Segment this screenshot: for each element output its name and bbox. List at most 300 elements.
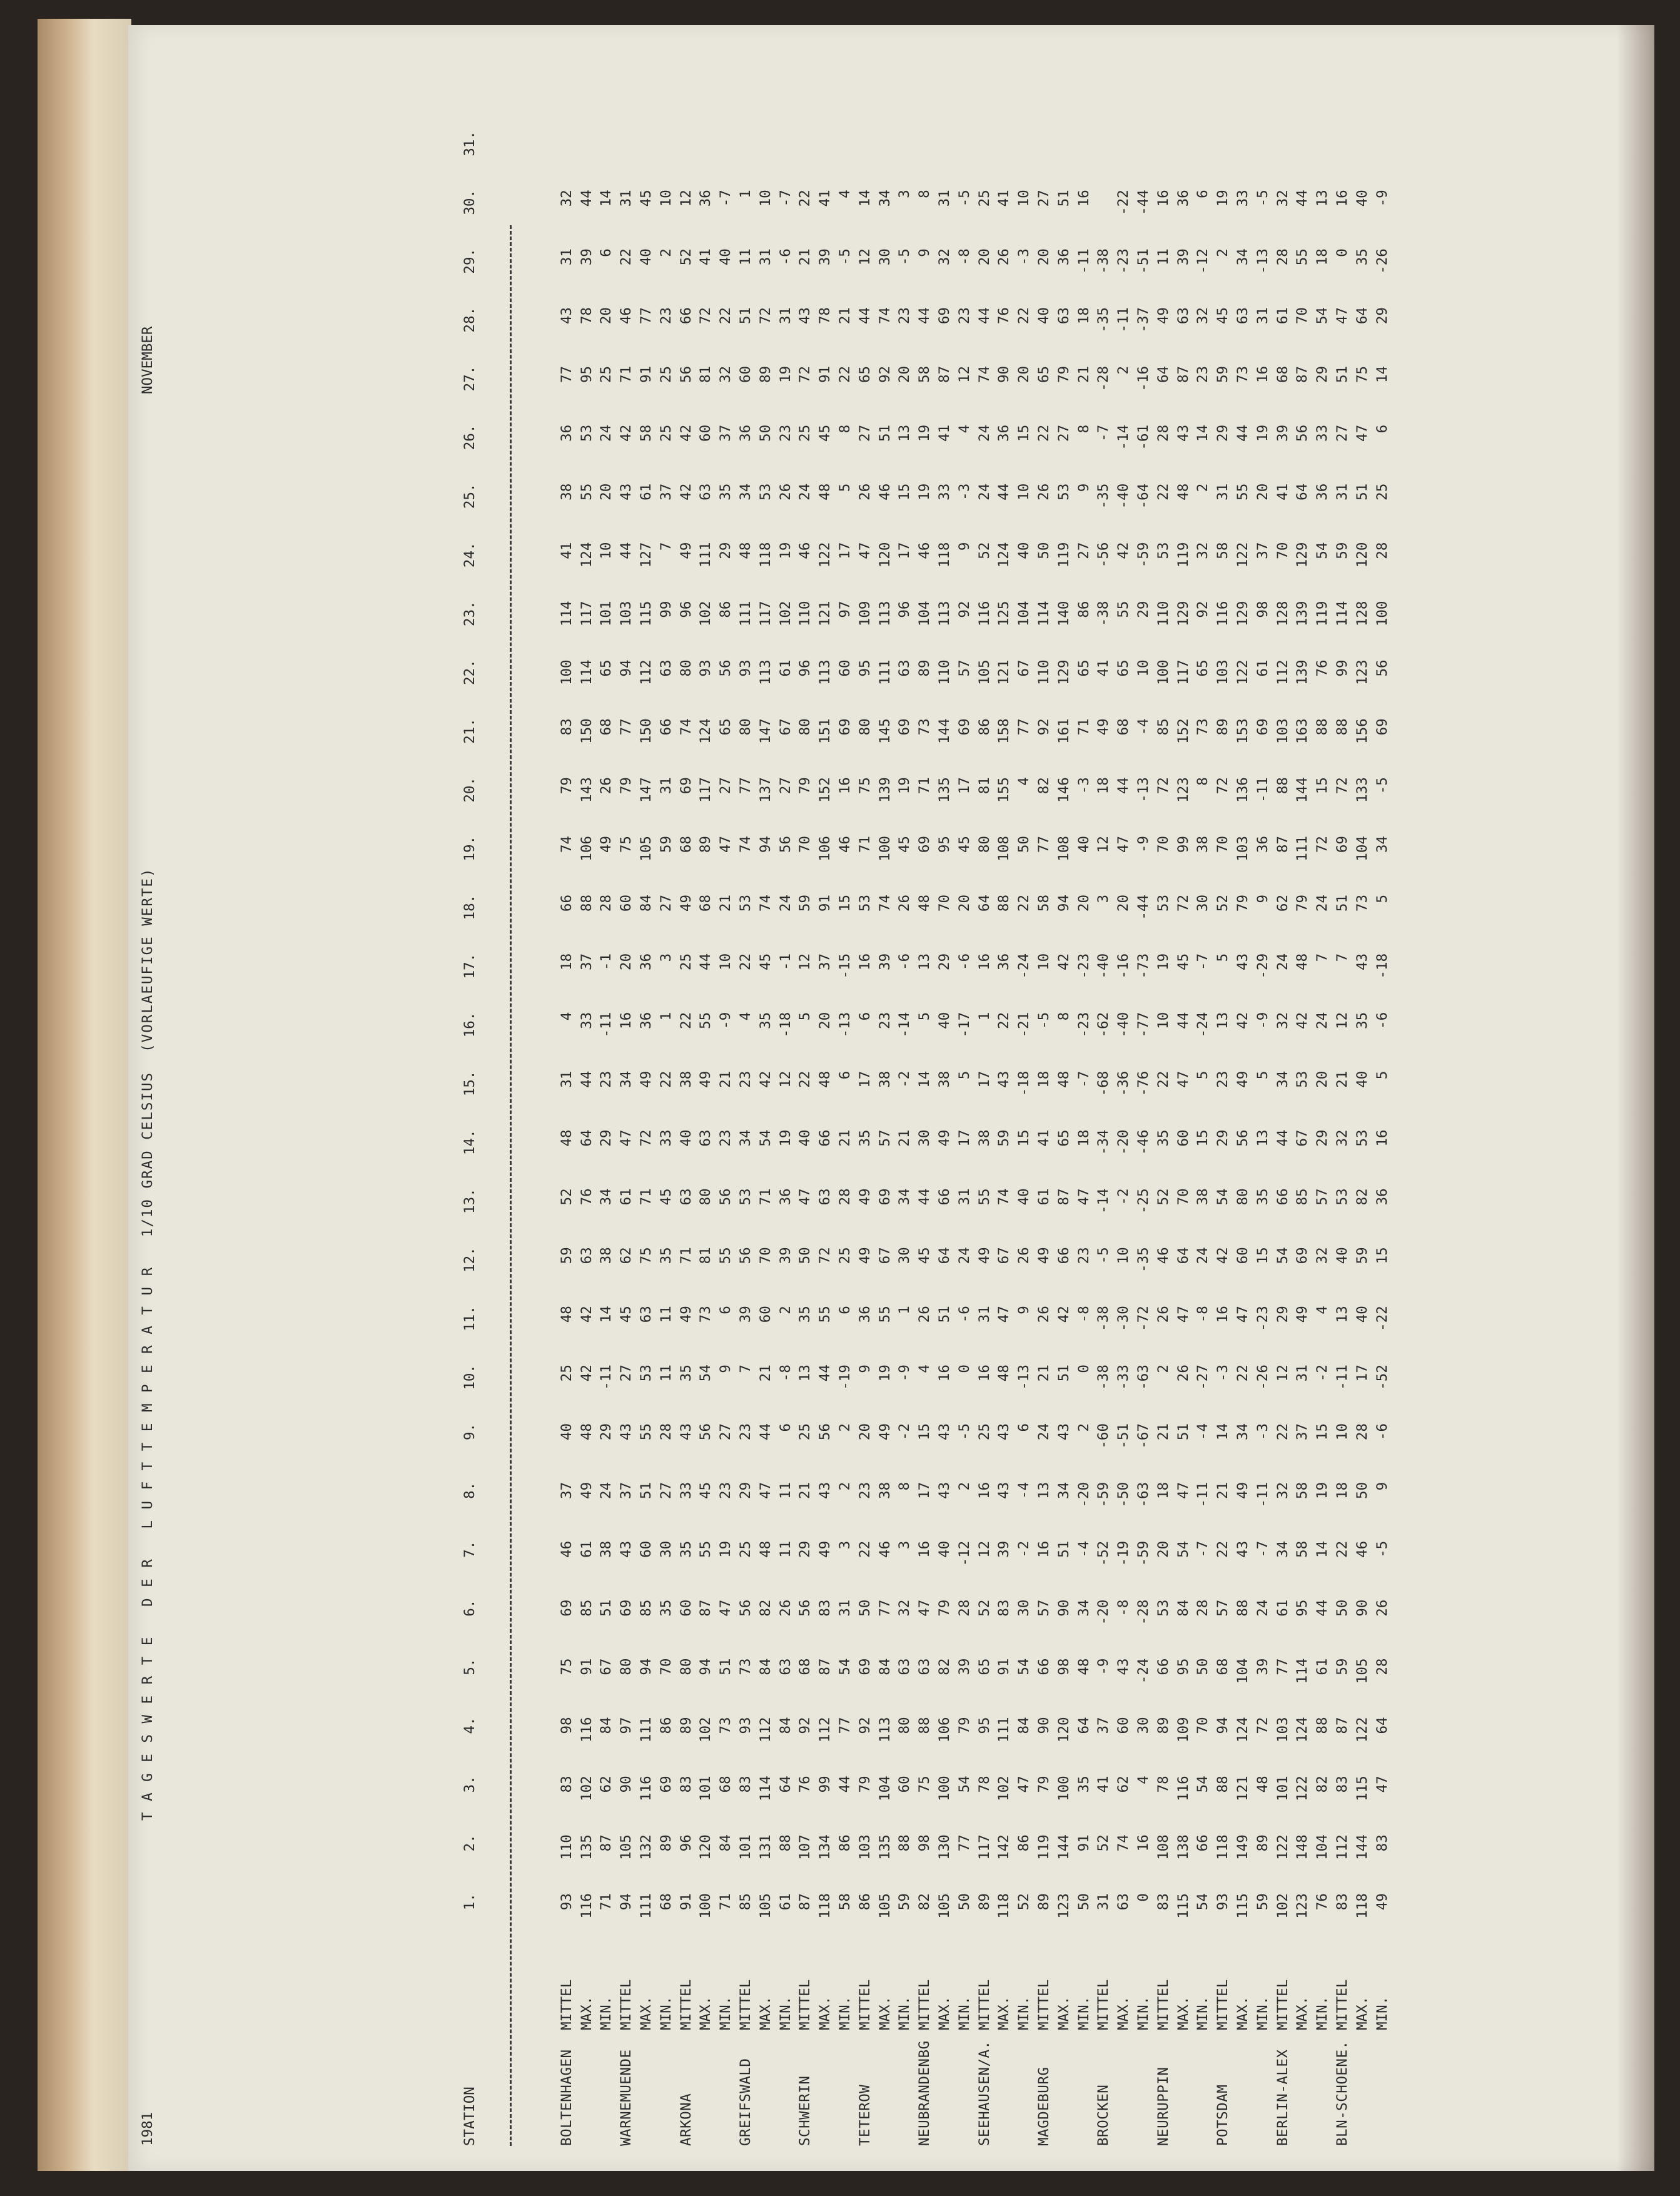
- temperature-cell: -5: [956, 1423, 973, 1441]
- temperature-cell: 51: [1175, 1423, 1192, 1441]
- temperature-cell: -3: [1075, 777, 1092, 795]
- temperature-cell: 55: [1294, 248, 1311, 266]
- temperature-cell: 63: [1234, 307, 1251, 325]
- temperature-cell: -40: [1115, 483, 1132, 509]
- temperature-cell: 26: [1016, 1247, 1033, 1264]
- temperature-cell: 87: [817, 1658, 834, 1675]
- temperature-cell: 41: [996, 190, 1013, 207]
- temperature-cell: 89: [1254, 1834, 1271, 1852]
- temperature-cell: 26: [896, 894, 913, 912]
- temperature-cell: 26: [1036, 1306, 1053, 1323]
- table-row: [875, 131, 895, 2146]
- temperature-cell: 42: [578, 1306, 595, 1323]
- temperature-cell: 46: [1354, 1540, 1370, 1558]
- temperature-cell: 98: [1055, 1658, 1072, 1675]
- temperature-cell: 19: [777, 542, 794, 559]
- temperature-cell: 31: [1215, 483, 1232, 501]
- temperature-cell: 9: [717, 1365, 734, 1373]
- temperature-cell: 73: [1195, 718, 1212, 736]
- temperature-cell: 49: [578, 1482, 595, 1499]
- temperature-cell: 38: [1195, 836, 1212, 853]
- temperature-cell: 11: [657, 1306, 674, 1323]
- temperature-cell: 5: [1215, 953, 1232, 962]
- temperature-cell: 28: [956, 1599, 973, 1617]
- temperature-cell: 74: [1115, 1834, 1132, 1852]
- temperature-cell: 23: [737, 1070, 754, 1088]
- temperature-cell: 68: [717, 1776, 734, 1793]
- table-row: [577, 131, 597, 2146]
- temperature-cell: 124: [697, 718, 714, 744]
- temperature-cell: [1094, 190, 1114, 248]
- temperature-cell: 51: [1055, 1540, 1072, 1558]
- table-row: [1213, 131, 1233, 2146]
- temperature-cell: 41: [817, 190, 834, 207]
- temperature-cell: 125: [996, 601, 1013, 627]
- temperature-cell: 69: [936, 307, 953, 325]
- temperature-cell: 112: [757, 1717, 774, 1743]
- temperature-cell: 158: [996, 718, 1013, 744]
- temperature-cell: 14: [598, 190, 615, 207]
- temperature-cell: 14: [1314, 1540, 1331, 1558]
- temperature-cell: 39: [578, 248, 595, 266]
- temperature-cell: 49: [876, 1423, 893, 1441]
- temperature-cell: 15: [837, 894, 854, 912]
- temperature-cell: 110: [936, 659, 953, 686]
- temperature-cell: 39: [1254, 1658, 1271, 1675]
- temperature-cell: 52: [976, 542, 993, 559]
- temperature-cell: 54: [1175, 1540, 1192, 1558]
- temperature-cell: 15: [916, 1423, 933, 1441]
- temperature-cell: 26: [777, 483, 794, 501]
- temperature-cell: -52: [1374, 1365, 1390, 1390]
- temperature-cell: 69: [1294, 1247, 1311, 1264]
- temperature-cell: 91: [638, 365, 655, 384]
- temperature-cell: -25: [1135, 1188, 1151, 1214]
- temperature-cell: 75: [638, 1247, 655, 1264]
- temperature-cell: 38: [677, 1070, 694, 1088]
- temperature-cell: 88: [916, 1717, 933, 1734]
- temperature-cell: 36: [638, 1012, 655, 1029]
- temperature-cell: 93: [558, 1893, 575, 1911]
- rotated-content: [128, 25, 1654, 2171]
- temperature-cell: 65: [1036, 365, 1053, 384]
- temperature-cell: 95: [936, 836, 953, 853]
- temperature-cell: 71: [1075, 718, 1092, 736]
- temperature-cell: 6: [1016, 1423, 1033, 1432]
- temperature-cell: -2: [1115, 1188, 1132, 1206]
- temperature-cell: 122: [1354, 1717, 1370, 1743]
- temperature-cell: 86: [1075, 601, 1092, 618]
- temperature-cell: 87: [1175, 365, 1192, 384]
- temperature-cell: -18: [777, 1012, 794, 1038]
- temperature-cell: 70: [1215, 836, 1232, 853]
- temperature-cell: 34: [1234, 248, 1251, 266]
- temperature-cell: 42: [1055, 953, 1072, 970]
- temperature-cell: -76: [1135, 1070, 1151, 1097]
- temperature-cell: 77: [638, 307, 655, 325]
- temperature-cell: 20: [976, 248, 993, 266]
- temperature-cell: 15: [1314, 1423, 1331, 1441]
- value-type: MAX.: [1175, 1996, 1192, 2030]
- temperature-cell: 5: [1374, 1070, 1390, 1080]
- temperature-cell: 103: [618, 601, 635, 627]
- station-name: [1173, 2030, 1193, 2146]
- temperature-cell: 31: [618, 190, 635, 207]
- temperature-cell: 104: [916, 601, 933, 627]
- temperature-cell: 44: [1274, 1129, 1291, 1147]
- temperature-cell: 24: [797, 483, 814, 501]
- station-name: BERLIN-ALEX: [1274, 2049, 1291, 2146]
- temperature-cell: 105: [876, 1893, 893, 1919]
- temperature-cell: 48: [817, 483, 834, 501]
- value-type: MIN.: [1314, 1996, 1331, 2030]
- temperature-cell: 82: [1314, 1776, 1331, 1793]
- temperature-cell: 46: [797, 542, 814, 559]
- temperature-cell: 69: [916, 836, 933, 853]
- temperature-cell: 88: [777, 1834, 794, 1852]
- temperature-cell: 38: [598, 1247, 615, 1264]
- temperature-cell: -22: [1374, 1306, 1390, 1331]
- temperature-cell: 95: [1294, 1599, 1311, 1617]
- temperature-cell: -50: [1115, 1482, 1132, 1508]
- day-header: 11.: [462, 1306, 478, 1331]
- temperature-cell: 94: [1215, 1717, 1232, 1734]
- table-row: [1372, 131, 1392, 2146]
- temperature-cell: 70: [1155, 836, 1171, 853]
- temperature-cell: [1113, 131, 1133, 190]
- temperature-cell: 23: [717, 1129, 734, 1147]
- temperature-cell: 21: [1155, 1423, 1171, 1441]
- temperature-cell: -11: [1195, 1482, 1212, 1508]
- temperature-cell: 23: [598, 1070, 615, 1088]
- temperature-cell: 47: [996, 1306, 1013, 1323]
- temperature-cell: -7: [777, 190, 794, 207]
- temperature-cell: 44: [916, 1188, 933, 1206]
- temperature-cell: 83: [1333, 1776, 1350, 1793]
- temperature-cell: 47: [717, 836, 734, 853]
- temperature-cell: 29: [1314, 365, 1331, 384]
- temperature-cell: 35: [1354, 1012, 1370, 1029]
- temperature-cell: 18: [1036, 1070, 1053, 1088]
- temperature-cell: 92: [1195, 601, 1212, 618]
- temperature-cell: 117: [757, 601, 774, 627]
- temperature-cell: 43: [817, 1482, 834, 1499]
- temperature-cell: 18: [1075, 1129, 1092, 1147]
- temperature-cell: 42: [1115, 542, 1132, 559]
- temperature-cell: 16: [618, 1012, 635, 1029]
- temperature-cell: 84: [1016, 1717, 1033, 1734]
- temperature-cell: 88: [1314, 718, 1331, 736]
- temperature-cell: -19: [837, 1365, 854, 1390]
- value-type: MAX.: [1234, 1996, 1251, 2030]
- temperature-cell: -6: [777, 248, 794, 266]
- temperature-cell: 22: [1016, 307, 1033, 325]
- temperature-cell: 38: [558, 483, 575, 501]
- temperature-cell: 46: [1155, 1247, 1171, 1264]
- temperature-cell: 45: [916, 1247, 933, 1264]
- temperature-cell: [1054, 131, 1074, 190]
- temperature-cell: 2: [1115, 365, 1132, 375]
- temperature-cell: 45: [618, 1306, 635, 1323]
- temperature-cell: 10: [1016, 190, 1033, 207]
- temperature-cell: 73: [1354, 894, 1370, 912]
- table-row: [1273, 131, 1293, 2146]
- temperature-cell: [1332, 131, 1352, 190]
- temperature-cell: 36: [1374, 1188, 1390, 1206]
- temperature-cell: 116: [1175, 1776, 1192, 1801]
- temperature-cell: 50: [1195, 1658, 1212, 1675]
- temperature-cell: 27: [657, 1482, 674, 1499]
- temperature-cell: 40: [1016, 1188, 1033, 1206]
- temperature-cell: 43: [1354, 953, 1370, 970]
- temperature-cell: 43: [996, 1482, 1013, 1499]
- temperature-cell: 38: [976, 1129, 993, 1147]
- temperature-cell: [855, 131, 875, 190]
- temperature-cell: 47: [916, 1599, 933, 1617]
- temperature-cell: -30: [1115, 1306, 1132, 1331]
- temperature-cell: 70: [657, 1658, 674, 1675]
- temperature-cell: 100: [936, 1776, 953, 1801]
- temperature-cell: 88: [1215, 1776, 1232, 1793]
- temperature-cell: [756, 131, 776, 190]
- temperature-cell: 118: [1215, 1834, 1232, 1860]
- temperature-cell: 64: [1374, 1717, 1390, 1734]
- temperature-cell: 80: [618, 1658, 635, 1675]
- station-name: [1292, 2030, 1312, 2146]
- temperature-cell: 10: [657, 190, 674, 207]
- temperature-cell: 8: [1055, 1012, 1072, 1021]
- temperature-cell: 74: [558, 836, 575, 853]
- temperature-cell: 70: [1294, 307, 1311, 325]
- temperature-cell: 50: [1354, 1482, 1370, 1499]
- temperature-cell: -33: [1115, 1365, 1132, 1390]
- temperature-cell: -13: [1135, 777, 1151, 803]
- temperature-cell: 69: [1254, 718, 1271, 736]
- temperature-cell: 72: [757, 307, 774, 325]
- temperature-cell: -3: [1016, 248, 1033, 266]
- temperature-cell: 82: [1354, 1188, 1370, 1206]
- temperature-cell: 91: [817, 894, 834, 912]
- temperature-cell: 90: [996, 365, 1013, 384]
- day-header: 7.: [462, 1540, 478, 1558]
- temperature-cell: 15: [1254, 1247, 1271, 1264]
- temperature-cell: 15: [1314, 777, 1331, 795]
- temperature-cell: -35: [1095, 307, 1112, 333]
- station-name: [1014, 2030, 1034, 2146]
- temperature-cell: 38: [876, 1482, 893, 1499]
- temperature-cell: -26: [1254, 1365, 1271, 1390]
- temperature-cell: [776, 131, 796, 190]
- temperature-cell: 114: [1036, 601, 1053, 627]
- temperature-cell: 46: [876, 483, 893, 501]
- temperature-cell: 62: [1274, 894, 1291, 912]
- temperature-cell: 34: [737, 1129, 754, 1147]
- temperature-cell: 23: [856, 1482, 873, 1499]
- value-type: MAX.: [1055, 1996, 1072, 2030]
- temperature-cell: 83: [996, 1599, 1013, 1617]
- temperature-cell: 22: [837, 365, 854, 384]
- temperature-cell: 14: [1374, 365, 1390, 384]
- temperature-cell: 2: [837, 1423, 854, 1432]
- value-type: MITTEL: [618, 1979, 635, 2030]
- temperature-cell: -3: [1254, 1423, 1271, 1441]
- temperature-cell: 61: [1036, 1188, 1053, 1206]
- temperature-cell: 39: [1175, 248, 1192, 266]
- temperature-cell: 61: [578, 1540, 595, 1558]
- temperature-cell: 55: [976, 1188, 993, 1206]
- temperature-cell: 28: [1274, 248, 1291, 266]
- temperature-cell: 15: [896, 483, 913, 501]
- temperature-cell: 135: [578, 1834, 595, 1860]
- temperature-cell: [616, 131, 636, 190]
- temperature-cell: 6: [1195, 190, 1212, 198]
- temperature-cell: 43: [1055, 1423, 1072, 1441]
- temperature-cell: 56: [697, 1423, 714, 1441]
- temperature-cell: 80: [976, 836, 993, 853]
- temperature-cell: 43: [677, 1423, 694, 1441]
- temperature-cell: 11: [1155, 248, 1171, 266]
- station-name: [1054, 2030, 1074, 2146]
- temperature-cell: 17: [976, 1070, 993, 1088]
- temperature-cell: 44: [618, 542, 635, 559]
- temperature-cell: -24: [1195, 1012, 1212, 1038]
- temperature-cell: 136: [1234, 777, 1251, 803]
- temperature-cell: 92: [856, 1717, 873, 1734]
- temperature-cell: 4: [558, 1012, 575, 1021]
- temperature-cell: 105: [757, 1893, 774, 1919]
- temperature-cell: 21: [1036, 1365, 1053, 1382]
- temperature-cell: 70: [1195, 1717, 1212, 1734]
- temperature-cell: 112: [638, 659, 655, 686]
- temperature-cell: 104: [1234, 1658, 1251, 1684]
- temperature-cell: 38: [876, 1070, 893, 1088]
- temperature-cell: 53: [1055, 483, 1072, 501]
- temperature-cell: 52: [558, 1188, 575, 1206]
- temperature-cell: 79: [618, 777, 635, 795]
- temperature-cell: 34: [1055, 1482, 1072, 1499]
- temperature-cell: 66: [817, 1129, 834, 1147]
- temperature-cell: 64: [777, 1776, 794, 1793]
- temperature-cell: -11: [1333, 1365, 1350, 1390]
- value-type: MAX.: [996, 1996, 1013, 2030]
- temperature-cell: 150: [578, 718, 595, 744]
- temperature-cell: 51: [1333, 894, 1350, 912]
- temperature-cell: -11: [598, 1012, 615, 1038]
- temperature-cell: [1352, 131, 1372, 190]
- temperature-cell: 77: [737, 777, 754, 795]
- temperature-cell: 61: [777, 1893, 794, 1911]
- temperature-cell: 44: [1115, 777, 1132, 795]
- temperature-cell: 31: [1294, 1365, 1311, 1382]
- temperature-cell: -5: [956, 190, 973, 207]
- temperature-cell: -52: [1095, 1540, 1112, 1567]
- temperature-cell: 75: [558, 1658, 575, 1675]
- station-name: [1074, 2030, 1094, 2146]
- temperature-cell: 32: [1333, 1129, 1350, 1147]
- temperature-cell: 36: [1314, 483, 1331, 501]
- temperature-cell: 36: [1175, 190, 1192, 207]
- temperature-cell: 73: [697, 1306, 714, 1323]
- station-name: WARNEMUENDE: [618, 2049, 635, 2146]
- temperature-cell: 35: [717, 483, 734, 501]
- temperature-cell: 71: [638, 1188, 655, 1206]
- station-name: [1133, 2030, 1153, 2146]
- station-name: BLN-SCHOENE.: [1333, 2040, 1350, 2146]
- temperature-cell: 122: [1294, 1776, 1311, 1801]
- temperature-cell: 22: [1016, 894, 1033, 912]
- temperature-cell: 53: [638, 1365, 655, 1382]
- temperature-cell: -64: [1135, 483, 1151, 509]
- temperature-cell: 80: [1234, 1188, 1251, 1206]
- temperature-cell: 124: [1234, 1717, 1251, 1743]
- temperature-cell: 148: [1294, 1834, 1311, 1860]
- temperature-cell: 40: [1354, 190, 1370, 207]
- temperature-cell: 22: [717, 307, 734, 325]
- day-header: 14.: [462, 1129, 478, 1156]
- table-row: [1094, 131, 1114, 2146]
- temperature-cell: 16: [1374, 1129, 1390, 1147]
- table-row: [1352, 131, 1372, 2146]
- temperature-cell: 65: [976, 1658, 993, 1675]
- temperature-cell: 59: [797, 894, 814, 912]
- temperature-cell: [597, 131, 617, 190]
- temperature-cell: 63: [817, 1188, 834, 1206]
- temperature-cell: 93: [1215, 1893, 1232, 1911]
- temperature-cell: 42: [677, 483, 694, 501]
- temperature-cell: 1: [737, 190, 754, 198]
- temperature-cell: 64: [1075, 1717, 1092, 1734]
- temperature-cell: 45: [1215, 307, 1232, 325]
- temperature-cell: 5: [1254, 1070, 1271, 1080]
- value-type: MITTEL: [1155, 1979, 1171, 2030]
- temperature-cell: 40: [558, 1423, 575, 1441]
- temperature-cell: 52: [1016, 1893, 1033, 1911]
- temperature-cell: 89: [1036, 1893, 1053, 1911]
- temperature-cell: [954, 131, 974, 190]
- temperature-cell: 100: [876, 836, 893, 862]
- temperature-cell: 102: [777, 601, 794, 627]
- table-row: [994, 131, 1015, 2146]
- temperature-cell: 30: [1195, 894, 1212, 912]
- temperature-cell: 80: [797, 718, 814, 736]
- temperature-cell: 36: [737, 424, 754, 442]
- temperature-cell: 47: [1333, 307, 1350, 325]
- temperature-cell: 113: [757, 659, 774, 686]
- temperature-cell: 100: [1055, 1776, 1072, 1801]
- temperature-cell: -2: [1314, 1365, 1331, 1382]
- temperature-cell: -5: [1036, 1012, 1053, 1029]
- temperature-cell: 5: [1374, 894, 1390, 903]
- temperature-cell: 44: [856, 307, 873, 325]
- temperature-cell: 66: [657, 718, 674, 736]
- temperature-cell: 117: [697, 777, 714, 803]
- temperature-cell: 41: [936, 424, 953, 442]
- header-divider: [510, 225, 512, 2146]
- day-header: 13.: [462, 1188, 478, 1214]
- temperature-cell: 58: [638, 424, 655, 442]
- temperature-cell: 117: [578, 601, 595, 627]
- temperature-cell: 31: [657, 777, 674, 795]
- temperature-cell: -68: [1095, 1070, 1112, 1097]
- temperature-cell: 118: [1354, 1893, 1370, 1919]
- temperature-cell: 31: [936, 190, 953, 207]
- temperature-cell: 25: [558, 1365, 575, 1382]
- temperature-cell: 0: [1333, 248, 1350, 257]
- temperature-cell: 62: [598, 1776, 615, 1793]
- temperature-cell: -26: [1374, 248, 1390, 274]
- temperature-cell: 66: [1155, 1658, 1171, 1675]
- temperature-cell: -8: [956, 248, 973, 266]
